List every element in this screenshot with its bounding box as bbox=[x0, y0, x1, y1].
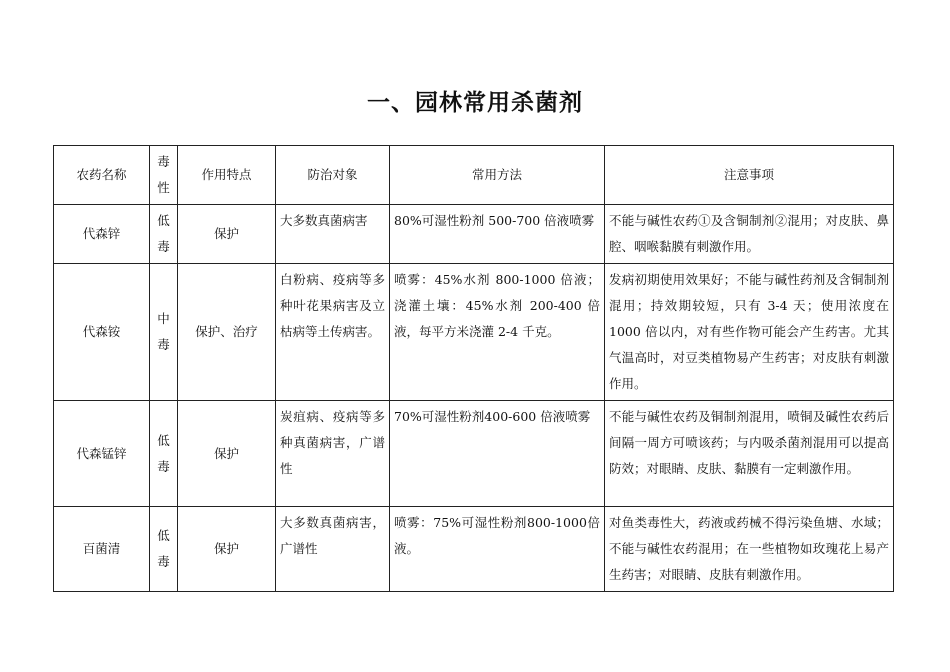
cell-toxicity: 中毒 bbox=[150, 264, 178, 401]
header-name: 农药名称 bbox=[54, 146, 150, 205]
header-target: 防治对象 bbox=[276, 146, 390, 205]
cell-method: 80%可湿性粉剂 500-700 倍液喷雾 bbox=[390, 205, 605, 264]
table-row bbox=[54, 401, 894, 507]
table-row bbox=[54, 205, 894, 264]
cell-name: 百菌清 bbox=[54, 507, 150, 592]
cell-target: 炭疽病、疫病等多种真菌病害，广谱性 bbox=[276, 401, 390, 507]
header-toxicity: 毒性 bbox=[150, 146, 178, 205]
cell-target: 白粉病、疫病等多种叶花果病害及立枯病等土传病害。 bbox=[276, 264, 390, 401]
cell-notes: 不能与碱性农药①及含铜制剂②混用；对皮肤、鼻腔、咽喉黏膜有刺激作用。 bbox=[605, 205, 894, 264]
cell-feature: 保护、治疗 bbox=[178, 264, 276, 401]
cell-target: 大多数真菌病害，广谱性 bbox=[276, 507, 390, 592]
table-row bbox=[54, 507, 894, 592]
header-feature: 作用特点 bbox=[178, 146, 276, 205]
cell-name: 代森锌 bbox=[54, 205, 150, 264]
header-notes: 注意事项 bbox=[605, 146, 894, 205]
cell-notes: 不能与碱性农药及铜制剂混用，喷铜及碱性农药后间隔一周方可喷该药；与内吸杀菌剂混用可以提高防效；对眼睛、皮肤、黏膜有一定刺激作用。 bbox=[605, 401, 894, 507]
table-row bbox=[54, 264, 894, 401]
cell-feature: 保护 bbox=[178, 507, 276, 592]
cell-toxicity: 低毒 bbox=[150, 401, 178, 507]
table-header-row bbox=[54, 146, 894, 205]
cell-notes: 发病初期使用效果好；不能与碱性药剂及含铜制剂混用；持效期较短，只有 3-4 天；使用浓度在 1000 倍以内，对有些作物可能会产生药害。尤其气温高时，对豆类植物易产生药害；对皮肤有刺激作用。 bbox=[605, 264, 894, 401]
cell-feature: 保护 bbox=[178, 205, 276, 264]
cell-notes: 对鱼类毒性大，药液或药械不得污染鱼塘、水域；不能与碱性农药混用；在一些植物如玫瑰花上易产生药害；对眼睛、皮肤有刺激作用。 bbox=[605, 507, 894, 592]
header-method: 常用方法 bbox=[390, 146, 605, 205]
cell-name: 代森锰锌 bbox=[54, 401, 150, 507]
cell-toxicity: 低毒 bbox=[150, 205, 178, 264]
cell-method: 70%可湿性粉剂400-600 倍液喷雾 bbox=[390, 401, 605, 507]
cell-toxicity: 低毒 bbox=[150, 507, 178, 592]
cell-name: 代森铵 bbox=[54, 264, 150, 401]
cell-feature: 保护 bbox=[178, 401, 276, 507]
fungicide-table bbox=[53, 145, 894, 592]
cell-target: 大多数真菌病害 bbox=[276, 205, 390, 264]
cell-method: 喷雾：45%水剂 800-1000 倍液；浇灌土壤：45%水剂 200-400 倍液，每平方米浇灌 2-4 千克。 bbox=[390, 264, 605, 401]
page-title: 一、园林常用杀菌剂 bbox=[367, 90, 583, 116]
cell-method: 喷雾：75%可湿性粉剂800-1000倍液。 bbox=[390, 507, 605, 592]
